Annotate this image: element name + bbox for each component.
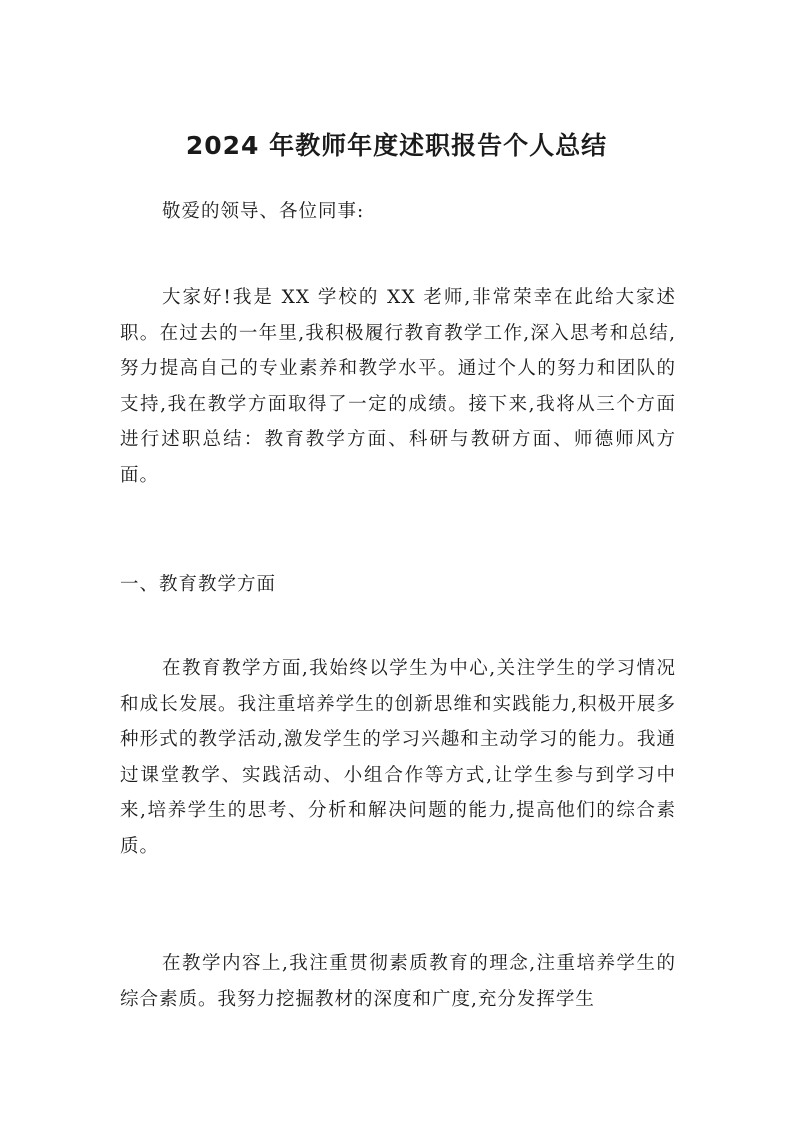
teaching-paragraph-2: 在教学内容上,我注重贯彻素质教育的理念,注重培养学生的综合素质。我努力挖掘教材的深度和广度,充分发挥学生 (120, 953, 676, 1010)
intro-paragraph: 大家好!我是 XX 学校的 XX 老师,非常荣幸在此给大家述职。在过去的一年里,我积极履行教育教学工作,深入思考和总结,努力提高自己的专业素养和教学水平。通过个人的努力和团队的支持,我在教学方面取得了一定的成绩。接下来,我将从三个方面进行述职总结：教育教学方面、科研与教研方面、师德师风方面。 (120, 287, 676, 486)
section-heading-teaching: 一、教育教学方面 (120, 574, 277, 595)
greeting-paragraph: 敬爱的领导、各位同事: (162, 201, 365, 222)
page-title: 2024 年教师年度述职报告个人总结 (185, 131, 608, 160)
teaching-paragraph-1: 在教育教学方面,我始终以学生为中心,关注学生的学习情况和成长发展。我注重培养学生的创新思维和实践能力,积极开展多种形式的教学活动,激发学生的学习兴趣和主动学习的能力。我通过课堂教学、实践活动、小组合作等方式,让学生参与到学习中来,培养学生的思考、分析和解决问题的能力,提高他们的综合素质。 (120, 658, 676, 857)
